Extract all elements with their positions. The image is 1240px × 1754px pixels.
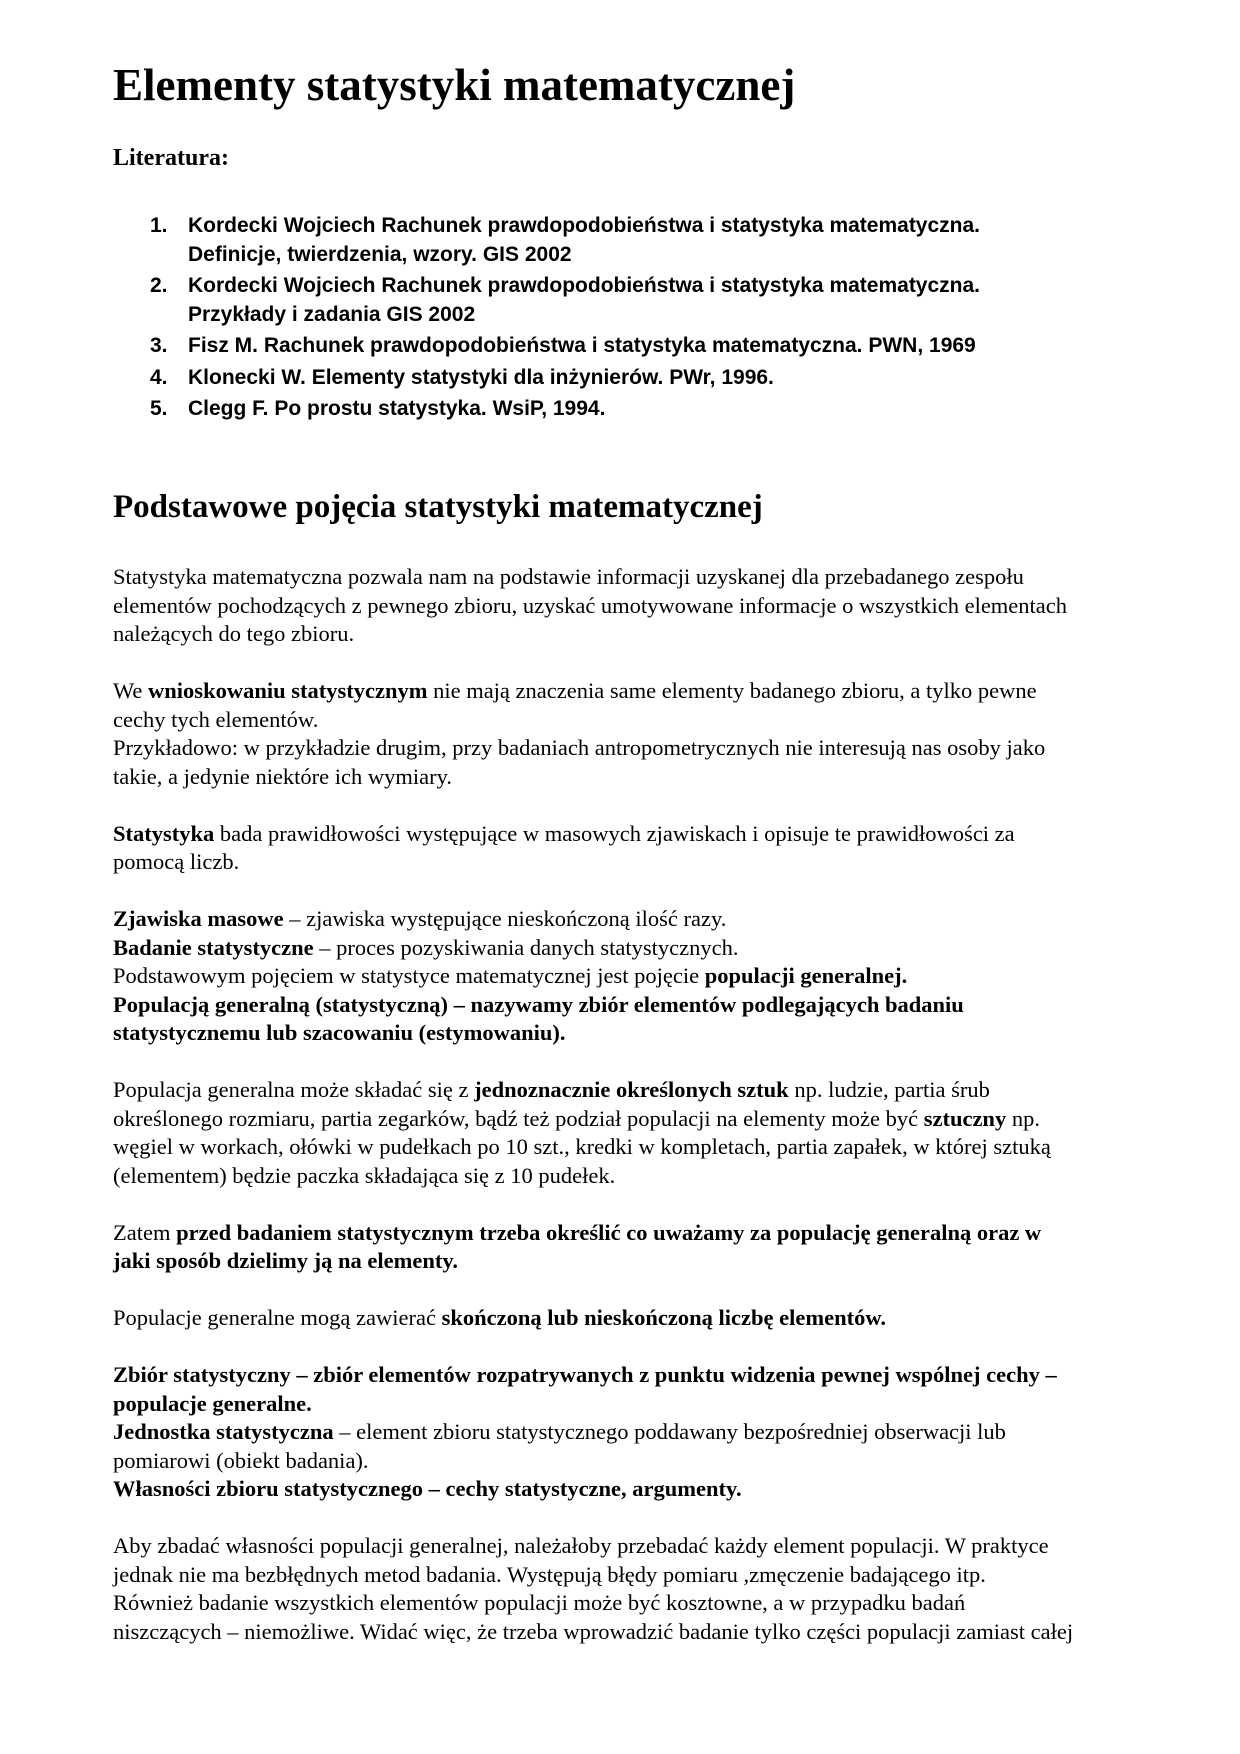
- paragraph: [113, 1361, 1073, 1504]
- text: Aby zbadać własności populacji generalnej, należałoby przebadać każdy element populacji. W praktyce: [113, 1533, 1049, 1558]
- bold-text: statystycznemu lub szacowaniu (estymowaniu).: [113, 1020, 566, 1045]
- bold-text: Statystyka: [113, 820, 215, 846]
- text: cechy tych elementów.: [113, 706, 319, 732]
- text-line: [113, 991, 1073, 1020]
- paragraph: [113, 1219, 1073, 1276]
- text-line: [113, 1561, 1073, 1590]
- text-line: [113, 1019, 1073, 1048]
- bold-text: wnioskowaniu statystycznym: [148, 678, 428, 703]
- reference-line: Kordecki Wojciech Rachunek prawdopodobieństwa i statystyka matematyczna.: [188, 214, 981, 237]
- text-line: [113, 1219, 1073, 1248]
- text-line: [113, 706, 1073, 735]
- text: elementów pochodzących z pewnego zbioru, uzyskać umotywowane informacje o wszystkich elementach: [113, 592, 1068, 618]
- text-line: [113, 905, 1073, 934]
- text: takie, a jedynie niektóre ich wymiary.: [113, 763, 453, 789]
- bold-text: skończoną lub nieskończoną liczbę elementów.: [441, 1305, 886, 1330]
- reference-line: Clegg F. Po prostu statystyka. WsiP, 1994.: [188, 397, 606, 420]
- bold-text: Jednostka statystyczna: [113, 1419, 334, 1444]
- text-line: [113, 848, 1073, 877]
- reference-line: Definicje, twierdzenia, wzory. GIS 2002: [188, 242, 572, 266]
- text: – proces pozyskiwania danych statystycznych.: [313, 934, 739, 960]
- text: Zatem: [113, 1219, 177, 1245]
- text-line: [113, 1162, 1073, 1191]
- reference-item: [0, 272, 980, 329]
- reference-line: Klonecki W. Elementy statystyki dla inżynierów. PWr, 1996.: [188, 365, 774, 389]
- text-line: [113, 1076, 1073, 1105]
- paragraph: [113, 677, 1073, 791]
- text: nie mają znaczenia same elementy badanego zbioru, a tylko pewne: [427, 678, 1037, 703]
- section-heading: Podstawowe pojęcia statystyki matematycznej: [113, 489, 763, 525]
- reference-number: 2.: [150, 274, 168, 297]
- bold-text: populacje generalne.: [113, 1390, 312, 1416]
- document-body: [113, 563, 1073, 1675]
- bold-text: sztuczny: [923, 1105, 1007, 1131]
- text: Przykładowo: w przykładzie drugim, przy badaniach antropometrycznych nie interesują nas osoby jako: [113, 735, 1046, 760]
- text-line: [113, 1105, 1073, 1134]
- text-line: [113, 1133, 1073, 1162]
- text-line: [113, 563, 1073, 592]
- text-line: [113, 934, 1073, 963]
- text-line: [113, 1390, 1073, 1419]
- text: należących do tego zbioru.: [113, 621, 355, 646]
- reference-number: 3.: [150, 334, 168, 357]
- text-line: [113, 1304, 1073, 1333]
- document-title: Elementy statystyki matematycznej: [113, 60, 796, 110]
- text: pomiarowi (obiekt badania).: [113, 1447, 369, 1473]
- bold-text: Populacją generalną (statystyczną) – nazywamy zbiór elementów podlegających badaniu: [113, 991, 964, 1017]
- paragraph: [113, 1304, 1073, 1333]
- text: pomocą liczb.: [113, 849, 240, 874]
- reference-item: [0, 364, 980, 393]
- text-line: [113, 1361, 1073, 1390]
- text: Populacja generalna może składać się z: [113, 1077, 475, 1102]
- bold-text: jaki sposób dzielimy ją na elementy.: [113, 1248, 459, 1273]
- text: Populacje generalne mogą zawierać: [113, 1305, 442, 1330]
- text: węgiel w workach, ołówki w pudełkach po 10 szt., kredki w kompletach, partia zapałek, w której sztuką: [113, 1134, 1051, 1159]
- bold-text: Własności zbioru statystycznego – cechy statystyczne, argumenty.: [113, 1476, 742, 1501]
- text: – zjawiska występujące nieskończoną ilość razy.: [283, 906, 727, 931]
- reference-number: 4.: [150, 365, 168, 389]
- text: np.: [1006, 1105, 1040, 1131]
- reference-line: Kordecki Wojciech Rachunek prawdopodobieństwa i statystyka matematyczna.: [188, 274, 981, 297]
- text-line: [113, 1418, 1073, 1447]
- reference-line: Przykłady i zadania GIS 2002: [188, 302, 476, 326]
- paragraph: [113, 820, 1073, 877]
- reference-list: [0, 212, 980, 427]
- text-line: [113, 1447, 1073, 1476]
- text-line: [113, 763, 1073, 792]
- reference-item: [0, 395, 980, 424]
- text-line: [113, 820, 1073, 849]
- bold-text: Badanie statystyczne: [113, 934, 314, 960]
- text-line: [113, 620, 1073, 649]
- text: niszczących – niemożliwe. Widać więc, że trzeba wprowadzić badanie tylko części populacji zamiast całej: [113, 1618, 1074, 1644]
- text: We: [113, 678, 149, 703]
- reference-number: 1.: [150, 214, 168, 237]
- text: (elementem) będzie paczka składająca się z 10 pudełek.: [113, 1162, 616, 1188]
- text-line: [113, 734, 1073, 763]
- text-line: [113, 1532, 1073, 1561]
- reference-item: [0, 212, 980, 269]
- literature-heading: Literatura:: [113, 145, 229, 171]
- text: Statystyka matematyczna pozwala nam na podstawie informacji uzyskanej dla przebadanego zespołu: [113, 564, 1024, 589]
- reference-number: 5.: [150, 397, 168, 420]
- paragraph: [113, 1532, 1073, 1646]
- reference-item: [0, 332, 980, 361]
- paragraph: [113, 563, 1073, 649]
- paragraph: [113, 1076, 1073, 1190]
- text: Podstawowym pojęciem w statystyce matematycznej jest pojęcie: [113, 963, 705, 988]
- text-line: [113, 1475, 1073, 1504]
- text-line: [113, 1247, 1073, 1276]
- text: np. ludzie, partia śrub: [788, 1077, 990, 1102]
- bold-text: Zbiór statystyczny – zbiór elementów rozpatrywanych z punktu widzenia pewnej wspólnej cechy –: [113, 1362, 1057, 1387]
- reference-line: Fisz M. Rachunek prawdopodobieństwa i statystyka matematyczna. PWN, 1969: [188, 334, 976, 357]
- text: – element zbioru statystycznego poddawany bezpośredniej obserwacji lub: [333, 1419, 1006, 1444]
- text-line: [113, 962, 1073, 991]
- bold-text: Zjawiska masowe: [113, 906, 284, 931]
- text-line: [113, 592, 1073, 621]
- bold-text: jednoznacznie określonych sztuk: [474, 1077, 789, 1102]
- text: bada prawidłowości występujące w masowych zjawiskach i opisuje te prawidłowości za: [214, 820, 1015, 846]
- paragraph: [113, 905, 1073, 1048]
- text: określonego rozmiaru, partia zegarków, bądź też podział populacji na elementy może być: [113, 1105, 924, 1131]
- text: jednak nie ma bezbłędnych metod badania. Występują błędy pomiaru ,zmęczenie badającego itp.: [113, 1561, 986, 1587]
- text-line: [113, 677, 1073, 706]
- text-line: [113, 1589, 1073, 1618]
- bold-text: przed badaniem statystycznym trzeba określić co uważamy za populację generalną oraz w: [176, 1219, 1042, 1245]
- bold-text: populacji generalnej.: [704, 963, 908, 988]
- text-line: [113, 1618, 1073, 1647]
- text: Również badanie wszystkich elementów populacji może być kosztowne, a w przypadku badań: [113, 1590, 966, 1615]
